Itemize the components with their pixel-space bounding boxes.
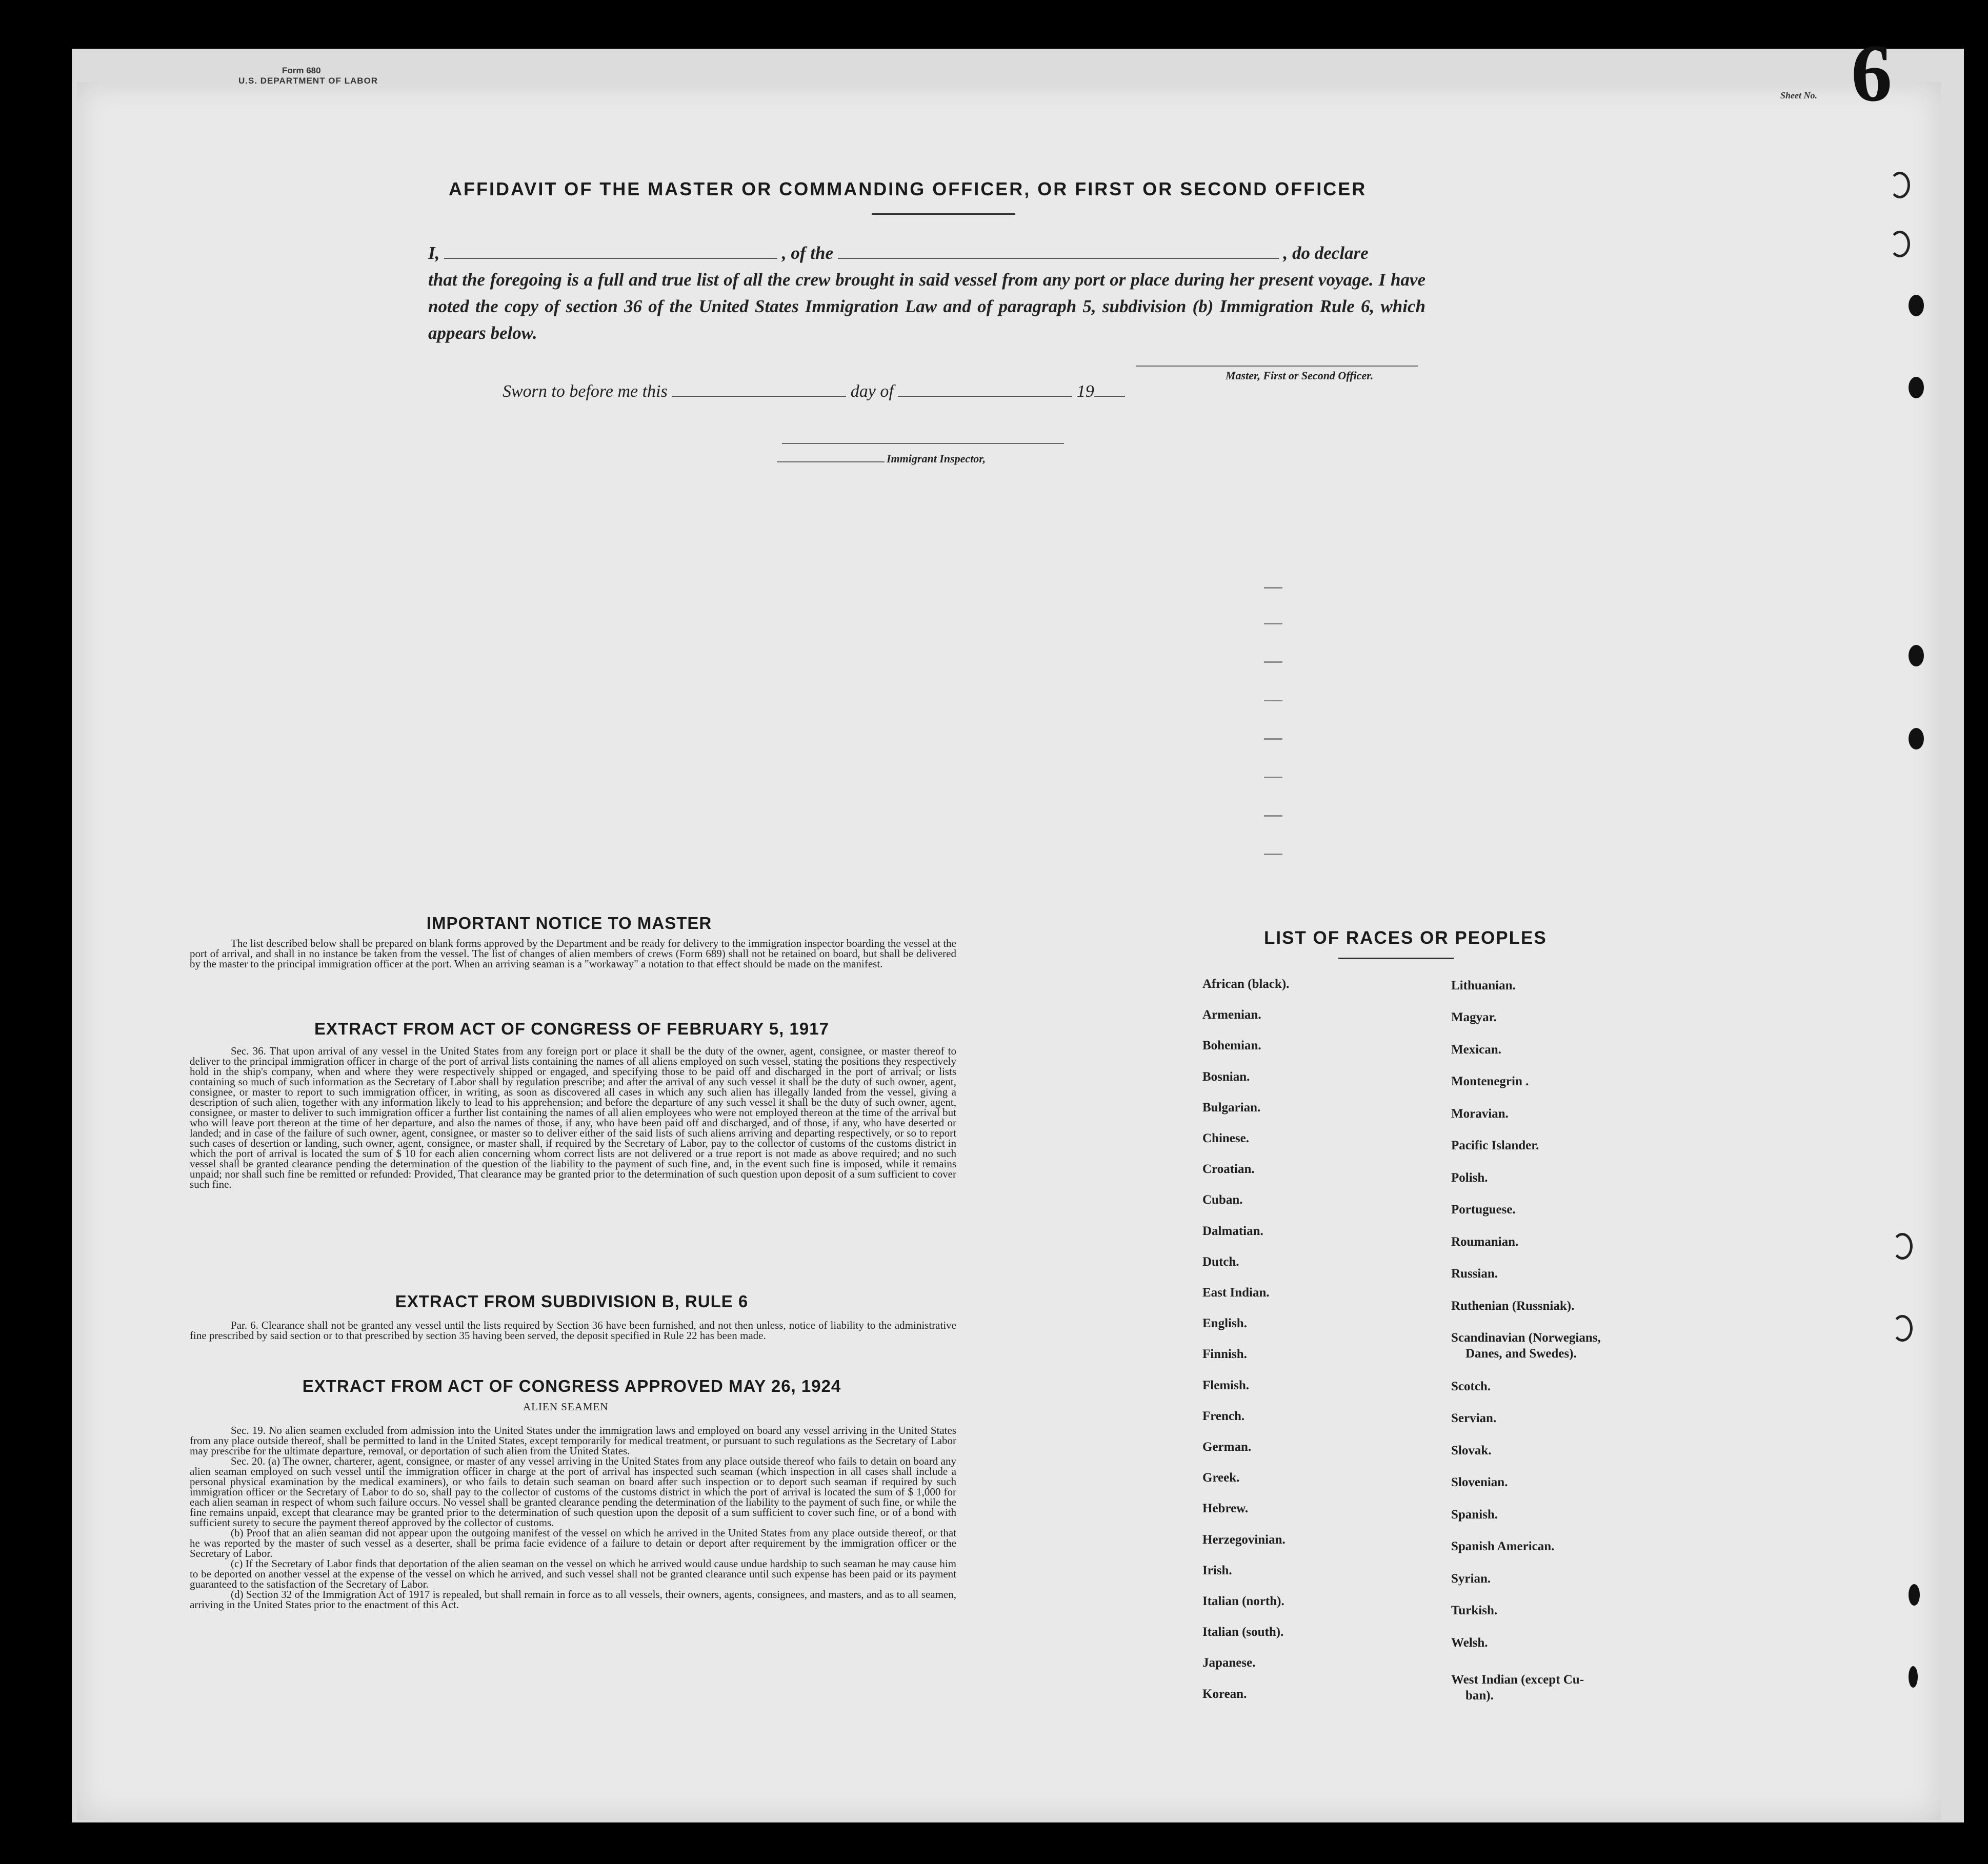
race-entry: Russian. [1451, 1267, 1498, 1281]
races-title: LIST OF RACES OR PEOPLES [1264, 928, 1547, 948]
bleed-mark [1264, 815, 1282, 817]
affidavit-title: AFFIDAVIT OF THE MASTER OR COMMANDING OFFICER, OR FIRST OR SECOND OFFICER [449, 178, 1367, 199]
binder-hole-icon [1890, 172, 1910, 198]
extract-1924-subtitle: ALIEN SEAMEN [523, 1401, 609, 1413]
race-entry: Bosnian. [1202, 1069, 1250, 1084]
race-entry: Scotch. [1451, 1380, 1491, 1393]
day-blank [672, 396, 846, 397]
race-entry: Hebrew. [1202, 1502, 1249, 1516]
race-entry: Chinese. [1202, 1131, 1249, 1145]
bleed-mark [1264, 587, 1282, 589]
binder-hole-icon [1909, 728, 1924, 749]
bleed-mark [1264, 623, 1282, 624]
department-name: U.S. DEPARTMENT OF LABOR [238, 76, 378, 86]
race-entry: Spanish American. [1451, 1539, 1555, 1553]
title-rule [872, 213, 1015, 215]
race-entry: Croatian. [1202, 1162, 1255, 1177]
day-of-label: day of [850, 382, 894, 401]
section-20c-paragraph: (c) If the Secretary of Labor finds that deportation of the alien seaman on the vessel on which he arrived would cause undue hardship to such seaman he may cause him to be deported on another vessel at the expense of the vessel on which he arrived, and such vessel shall not be granted clearance until such expense has been paid or its payment guaranteed to the satisfaction of the Secretary of Labor. [190, 1557, 956, 1590]
race-entry: Slovenian. [1451, 1475, 1508, 1489]
race-entry: East Indian. [1202, 1286, 1270, 1300]
race-entry: Slovak. [1451, 1444, 1492, 1457]
race-entry: Syrian. [1451, 1572, 1491, 1586]
race-entry: Lithuanian. [1451, 979, 1516, 992]
notice-text: The list described below shall be prepared on blank forms approved by the Department and be ready for delivery to the immigration inspector boarding the vessel at the port of arrival, and shall in no instance be taken from the vessel. The list of changes of alien members of crews (Form 689) shall not be retained on board, but shall be delivered by the master to the principal immigration officer at the port. When an arriving seaman is a "workaway" a notation to that effect should be made on the manifest. [190, 937, 956, 970]
extract-1924-title: EXTRACT FROM ACT OF CONGRESS APPROVED MAY 26, 1924 [302, 1376, 841, 1395]
section-20b-paragraph: (b) Proof that an alien seaman did not appear upon the outgoing manifest of the vessel on which he arrived in the United States from any place outside thereof, or that he was reported by the master of such vessel as a deserter, shall be prima facie evidence of a failure to detain or deport after requirement by the immigration officer or the Secretary of Labor. [190, 1527, 956, 1559]
sworn-text: Sworn to before me this [503, 382, 668, 401]
race-entry: Welsh. [1451, 1636, 1488, 1650]
race-entry: Danes, and Swedes). [1465, 1347, 1577, 1361]
month-blank [898, 396, 1072, 397]
notice-title: IMPORTANT NOTICE TO MASTER [426, 914, 712, 933]
binder-hole-icon [1909, 645, 1924, 666]
race-entry: Dalmatian. [1202, 1224, 1263, 1238]
binder-hole-icon [1909, 1666, 1918, 1688]
race-entry: Finnish. [1202, 1347, 1247, 1362]
race-entry: Greek. [1202, 1471, 1240, 1485]
race-entry: Polish. [1451, 1171, 1488, 1185]
signature-line [1136, 366, 1418, 367]
races-title-rule [1338, 958, 1454, 959]
bleed-mark [1264, 777, 1282, 778]
race-entry: Turkish. [1451, 1604, 1498, 1617]
of-the-label: , of the [781, 243, 834, 263]
extract-1917-title: EXTRACT FROM ACT OF CONGRESS OF FEBRUARY 5, 1917 [314, 1019, 829, 1038]
race-entry: English. [1202, 1316, 1247, 1331]
name-blank [444, 258, 777, 259]
binder-hole-icon [1909, 1584, 1920, 1606]
extract-1924-text [190, 1425, 956, 1610]
extract-rule6-title: EXTRACT FROM SUBDIVISION B, RULE 6 [395, 1292, 749, 1311]
bleed-mark [1264, 738, 1282, 740]
race-entry: Scandinavian (Norwegians, [1451, 1331, 1601, 1345]
section-19-paragraph: Sec. 19. No alien seamen excluded from admission into the United States under the immigration laws and employed on board any vessel arriving in the United States from any place outside thereof, shall be permitted to land in the United States, except temporarily for medical treatment, or pursuant to such regulations as the Secretary of Labor may prescribe for the ultimate departure, removal, or deportation of such alien from the United States. [190, 1424, 956, 1457]
bleed-mark [1264, 661, 1282, 663]
binder-hole-icon [1892, 1315, 1913, 1342]
race-entry: Servian. [1451, 1411, 1497, 1425]
form-number: Form 680 [282, 66, 321, 75]
year-prefix: 19 [1076, 382, 1094, 401]
race-entry: Dutch. [1202, 1254, 1239, 1269]
race-entry: Bulgarian. [1202, 1100, 1261, 1115]
race-entry: French. [1202, 1409, 1245, 1423]
section-20a-paragraph: Sec. 20. (a) The owner, charterer, agent, consignee, or master of any vessel arriving in the United States from any place outside thereof who fails to detain on board any alien seaman employed on such vessel until the immigration officer in charge at the port of arrival has inspected such seaman (which inspection in all cases shall include a personal physical examination by the medical examiners), or who fails to detain such seaman on board after such inspection or to deport such seaman if required by such immigration officer or the Secretary of Labor to do so, shall pay to the collector of customs of the customs district in which the port of arrival is located the sum of $ 1,000 for each alien seaman in respect of whom such failure occurs. No vessel shall be granted clearance pending the determination of the liability to the payment of such fine, or while the fine remains unpaid, except that clearance may be granted prior to the determination of such question upon the deposit of a sum sufficient to cover such fine, or of a bond with sufficient surety to secure the payment thereof approved by the collector of customs. [190, 1455, 956, 1529]
binder-hole-icon [1909, 295, 1924, 316]
race-entry: Roumanian. [1451, 1235, 1519, 1249]
binder-hole-icon [1892, 1233, 1913, 1260]
binder-hole-icon [1909, 377, 1924, 398]
vessel-blank [838, 258, 1279, 259]
race-entry: Pacific Islander. [1451, 1139, 1539, 1152]
extract-rule6-text: Par. 6. Clearance shall not be granted any vessel until the lists required by Section 36 have been furnished, and not then unless, notice of liability to the administrative fine prescribed by said section or to that prescribed by section 35 having been served, the deposit specified in Rule 22 has been made. [190, 1319, 956, 1342]
bleed-mark [1264, 854, 1282, 855]
race-entry: Mexican. [1451, 1043, 1501, 1057]
inspector-label: Immigrant Inspector, [887, 452, 986, 465]
i-label: I, [428, 243, 440, 263]
race-entry: Spanish. [1451, 1508, 1498, 1522]
race-entry: Japanese. [1202, 1656, 1256, 1670]
race-entry: African (black). [1202, 977, 1290, 991]
extract-1917-text: Sec. 36. That upon arrival of any vessel in the United States from any foreign port or place it shall be the duty of the owner, agent, consignee, or master thereof to deliver to the principal immigration officer in charge of the port of arrival lists containing the names of all aliens employed on such vessel, stating the positions they respectively hold in the ship's company, when and where they were respectively shipped or engaged, and specifying those to be paid off and discharged in the port of arrival; or lists containing so much of such information as the Secretary of Labor shall by regulation prescribe; and after the arrival of any such vessel it shall be the duty of such owner, agent, consignee, or master to report to such immigration officer, in writing, as soon as discovered all cases in which any such alien has illegally landed from the vessel, giving a description of such alien, together with any information likely to lead to his apprehension; and before the departure of any such vessel it shall be the duty of such owner, agent, consignee, or master to deliver to such immigration officer a further list containing the names of all alien employees who were not employed thereon at the time of the arrival but who will leave port thereon at the time of her departure, and also the names of those, if any, who have been paid off and discharged, and of those, if any, who have deserted or landed; and in case of the failure of such owner, agent, consignee, or master so to deliver either of the said lists of such aliens arriving and departing respectively, or so to report such cases of desertion or landing, such owner, agent, consignee, or master shall, if required by the Secretary of Labor, pay to the collector of customs of the customs district in which the port of arrival is located the sum of $ 10 for each alien concerning whom correct lists are not delivered or a true report is not made as above required; and no such vessel shall be granted clearance pending the determination of the question of the liability to the payment of such fine, and, in the event such fine is imposed, while it remains unpaid; nor shall such fine be remitted or refunded: Provided, That clearance may be granted prior to the determination of such question upon deposit of a sum sufficient to cover such fine. [190, 1045, 956, 1190]
inspector-line [777, 452, 986, 465]
race-entry: Flemish. [1202, 1378, 1249, 1392]
race-entry: Montenegrin . [1451, 1075, 1529, 1088]
do-declare-label: , do declare [1283, 243, 1369, 263]
race-entry: Italian (south). [1202, 1625, 1284, 1639]
race-entry: German. [1202, 1440, 1252, 1454]
race-entry: Armenian. [1202, 1008, 1261, 1022]
race-entry: Ruthenian (Russniak). [1451, 1299, 1575, 1313]
inspector-dash [777, 461, 885, 462]
race-entry: ban). [1465, 1689, 1494, 1703]
year-blank [1094, 396, 1125, 397]
sworn-line [503, 382, 1220, 401]
race-entry: Magyar. [1451, 1010, 1497, 1024]
binder-hole-icon [1890, 231, 1910, 257]
race-entry: Portuguese. [1451, 1203, 1516, 1217]
race-entry: Moravian. [1451, 1107, 1509, 1121]
declaration-body: that the foregoing is a full and true list of all the crew brought in said vessel from any port or place during her present voyage. I have noted the copy of section 36 of the United States Immigration Law and of paragraph 5, subdivision (b) Immigration Rule 6, which appears below. [428, 270, 1425, 343]
inspector-signature-line [782, 443, 1064, 444]
race-entry: Irish. [1202, 1563, 1232, 1577]
race-entry: Bohemian. [1202, 1039, 1261, 1053]
bleed-mark [1264, 700, 1282, 701]
race-entry: West Indian (except Cu- [1451, 1673, 1584, 1687]
race-entry: Herzegovinian. [1202, 1532, 1286, 1547]
declaration-line [428, 240, 1418, 267]
section-20d-paragraph: (d) Section 32 of the Immigration Act of 1917 is repealed, but shall remain in force as to all vessels, their owners, agents, consignees, and masters, and as to all seamen, arriving in the United States prior to the enactment of this Act. [190, 1588, 956, 1611]
race-entry: Cuban. [1202, 1193, 1243, 1207]
race-entry: Korean. [1202, 1687, 1247, 1701]
sheet-label: Sheet No. [1780, 90, 1817, 100]
signature-label: Master, First or Second Officer. [1226, 369, 1374, 382]
sheet-number: 6 [1851, 27, 1892, 118]
race-entry: Italian (north). [1202, 1594, 1284, 1608]
